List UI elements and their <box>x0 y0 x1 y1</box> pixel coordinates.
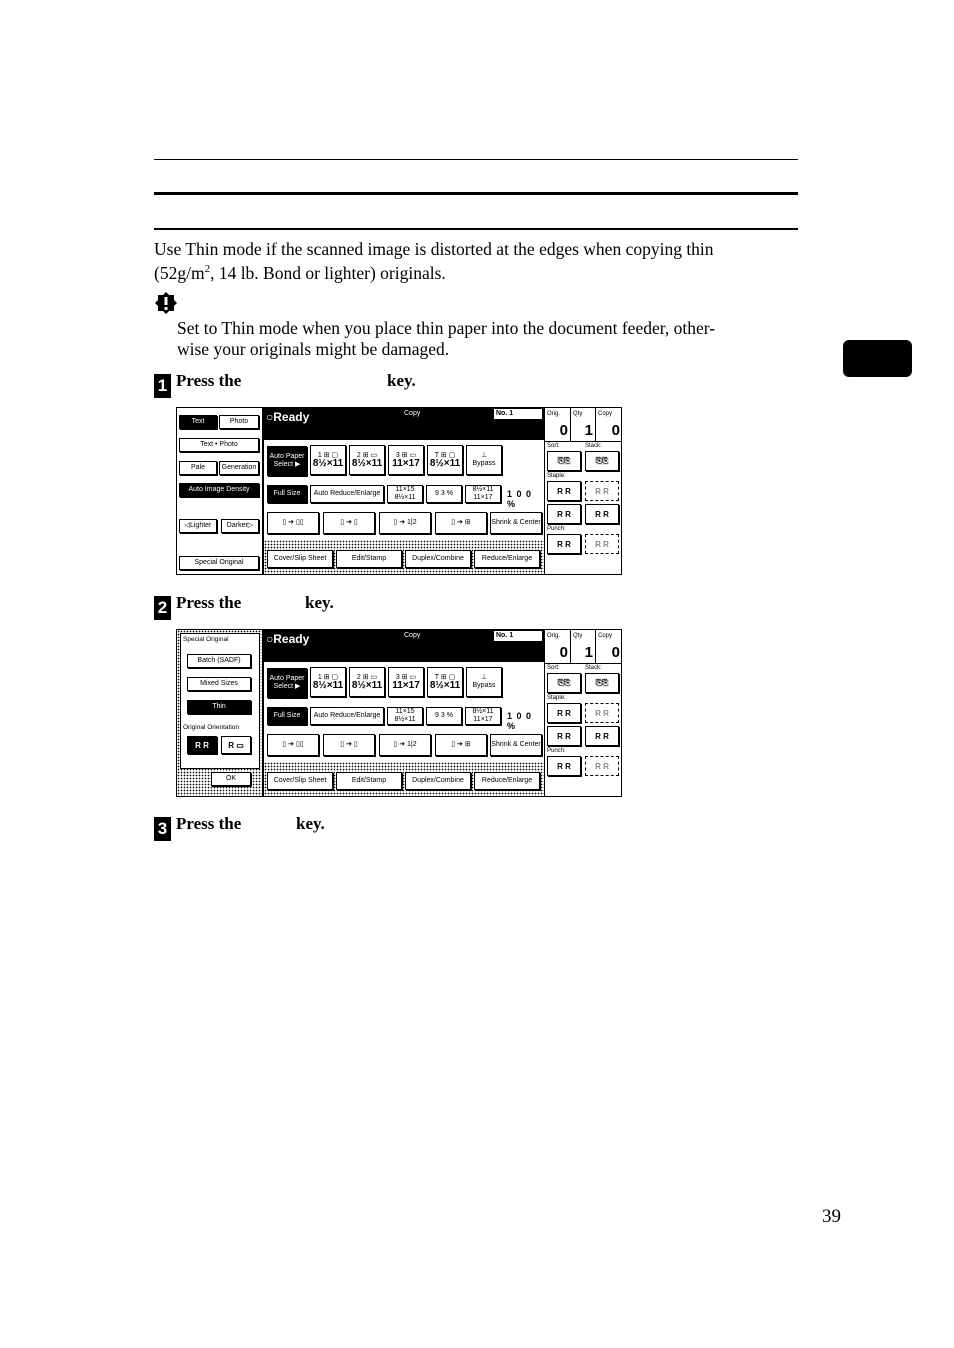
step-3-key-text: key. <box>296 814 325 833</box>
stack-button-2[interactable]: ⎘⎘ <box>585 673 619 693</box>
orientation-landscape-button[interactable]: R ▭ <box>221 736 251 754</box>
important-icon <box>155 292 177 314</box>
copier-panel-1 <box>176 407 622 575</box>
punch-1-button[interactable]: R R <box>547 534 581 554</box>
special-original-button[interactable]: Special Original <box>179 556 259 570</box>
copy-counter-2: Copy 0 <box>598 633 620 661</box>
combine-mode-1-button[interactable]: ▯ ➔ 1|2 <box>379 512 431 534</box>
auto-image-density-button[interactable]: Auto Image Density <box>179 483 259 497</box>
punch-2-button-2[interactable]: R R <box>585 756 619 776</box>
sort-label-2: Sort: <box>547 665 560 671</box>
step-1 <box>154 371 416 398</box>
qty-counter-2: Qty 1 <box>571 630 596 663</box>
staple-2-button[interactable]: R R <box>585 481 619 501</box>
tray-1-button[interactable]: 1 ⊞ ▢ 8½×11 <box>310 445 346 475</box>
combine-mode-2-button[interactable]: ▯ ➔ ⊞ <box>435 512 487 534</box>
step-2 <box>154 593 334 620</box>
punch-label: Punch: <box>547 526 566 532</box>
special-original-title: Special Original <box>183 636 229 643</box>
copier-panel-2 <box>176 629 622 797</box>
generation-button[interactable]: Generation <box>219 461 259 475</box>
tray-1-button-2[interactable]: 1 ⊞ ▢ 8½×11 <box>310 667 346 697</box>
orig-counter-2: Orig. 0 <box>545 630 571 663</box>
panel1-left <box>177 408 264 574</box>
auto-reduce-enlarge-button-2[interactable]: Auto Reduce/Enlarge <box>310 707 384 725</box>
step-2-key-text: key. <box>305 593 334 612</box>
panel1-right <box>544 408 622 574</box>
ready-status: ○Ready <box>266 410 310 424</box>
thin-button[interactable]: Thin <box>187 700 251 714</box>
original-orientation-label: Original Orientation <box>183 724 239 731</box>
edit-stamp-button-2[interactable]: Edit/Stamp <box>336 772 402 790</box>
staple-3-button[interactable]: R R <box>547 504 581 524</box>
tray-t-button-2[interactable]: T ⊞ ▢ 8½×11 <box>427 667 463 697</box>
orig-counter: Orig. 0 <box>545 408 571 441</box>
duplex-combine-button[interactable]: Duplex/Combine <box>405 550 471 568</box>
cover-slip-sheet-button[interactable]: Cover/Slip Sheet <box>267 550 333 568</box>
panel2-center <box>264 630 544 796</box>
stack-label-2: Stack: <box>585 665 602 671</box>
ready-status-2: ○Ready <box>266 632 310 646</box>
staple-2-button-2[interactable]: R R <box>585 703 619 723</box>
job-number-2: No. 1 <box>494 631 542 641</box>
step-3 <box>154 814 325 841</box>
lighter-button[interactable]: ◁Lighter <box>179 519 217 533</box>
edit-stamp-button[interactable]: Edit/Stamp <box>336 550 402 568</box>
text-photo-button[interactable]: Text • Photo <box>179 438 259 452</box>
panel1-center <box>264 408 544 574</box>
header-rule-thick <box>154 192 798 195</box>
percentage-display: 1 0 0 % <box>507 489 533 509</box>
combine-mode-1-button-2[interactable]: ▯ ➔ 1|2 <box>379 734 431 756</box>
step-2-text: Press the <box>176 593 242 612</box>
punch-label-2: Punch: <box>547 748 566 754</box>
sort-button[interactable]: ⎘⎘ <box>547 451 581 471</box>
status-bar <box>264 408 544 440</box>
ratio-8x11-button[interactable]: 8½×11 11×17 <box>465 485 501 503</box>
staple-label: Staple: <box>547 473 566 479</box>
tray-2-button[interactable]: 2 ⊞ ▭ 8½×11 <box>349 445 385 475</box>
darker-button[interactable]: Darker▷ <box>221 519 259 533</box>
duplex-mode-1-button[interactable]: ▯ ➔ ▯▯ <box>267 512 319 534</box>
header-rule-thin <box>154 159 798 160</box>
duplex-mode-1-button-2[interactable]: ▯ ➔ ▯▯ <box>267 734 319 756</box>
batch-sadf-button[interactable]: Batch (SADF) <box>187 654 251 668</box>
bypass-button-2[interactable]: ⊥ Bypass <box>466 667 502 697</box>
ratio-8x11-button-2[interactable]: 8½×11 11×17 <box>465 707 501 725</box>
auto-paper-select-button-2[interactable]: Auto Paper Select ▶ <box>267 668 307 698</box>
important-line2: wise your originals might be damaged. <box>177 339 450 359</box>
full-size-button[interactable]: Full Size <box>267 485 307 503</box>
stack-button[interactable]: ⎘⎘ <box>585 451 619 471</box>
intro-line2b: , 14 lb. Bond or lighter) originals. <box>210 262 446 283</box>
copy-counter: Copy 0 <box>598 411 620 439</box>
stack-label: Stack: <box>585 443 602 449</box>
punch-1-button-2[interactable]: R R <box>547 756 581 776</box>
auto-paper-select-button[interactable]: Auto Paper Select ▶ <box>267 446 307 476</box>
job-number: No. 1 <box>494 409 542 419</box>
sort-button-2[interactable]: ⎘⎘ <box>547 673 581 693</box>
intro-sup: 2 <box>204 263 211 275</box>
step-1-text: Press the <box>176 371 242 390</box>
full-size-button-2[interactable]: Full Size <box>267 707 307 725</box>
panel2-right <box>544 630 622 796</box>
ratio-11x15-button[interactable]: 11×15 8½×11 <box>387 485 423 503</box>
intro-line2a: (52g/m <box>154 262 205 283</box>
tray-2-button-2[interactable]: 2 ⊞ ▭ 8½×11 <box>349 667 385 697</box>
duplex-mode-2-button[interactable]: ▯ ➔ ▯ <box>323 512 375 534</box>
ratio-11x15-button-2[interactable]: 11×15 8½×11 <box>387 707 423 725</box>
step-number-1: 1 <box>154 374 171 398</box>
text-button[interactable]: Text <box>179 415 217 429</box>
tray-t-button[interactable]: T ⊞ ▢ 8½×11 <box>427 445 463 475</box>
combine-mode-2-button-2[interactable]: ▯ ➔ ⊞ <box>435 734 487 756</box>
ratio-93-button[interactable]: 9 3 % <box>426 485 462 503</box>
reduce-enlarge-button-2[interactable]: Reduce/Enlarge <box>474 772 540 790</box>
copy-label-2: Copy <box>404 632 421 639</box>
intro-line1: Use Thin mode if the scanned image is distorted at the edges when copying thin <box>154 239 714 259</box>
intro-paragraph <box>154 239 804 283</box>
sort-label: Sort: <box>547 443 560 449</box>
ok-button[interactable]: OK <box>211 772 251 786</box>
staple-4-button-2[interactable]: R R <box>585 726 619 746</box>
photo-button[interactable]: Photo <box>219 415 259 429</box>
header-rule-bottom <box>154 228 798 230</box>
step-1-key-text: key. <box>387 371 416 390</box>
staple-1-button[interactable]: R R <box>547 481 581 501</box>
copy-label: Copy <box>404 410 421 417</box>
staple-3-button-2[interactable]: R R <box>547 726 581 746</box>
step-number-2: 2 <box>154 596 171 620</box>
important-line1: Set to Thin mode when you place thin paper into the document feeder, other- <box>177 318 716 338</box>
duplex-combine-button-2[interactable]: Duplex/Combine <box>405 772 471 790</box>
shrink-center-button[interactable]: Shrink & Center <box>490 512 542 534</box>
important-note <box>177 318 802 360</box>
cover-slip-sheet-button-2[interactable]: Cover/Slip Sheet <box>267 772 333 790</box>
tray-3-button[interactable]: 3 ⊞ ▭ 11×17 <box>388 445 424 475</box>
tray-3-button-2[interactable]: 3 ⊞ ▭ 11×17 <box>388 667 424 697</box>
step-3-text: Press the <box>176 814 242 833</box>
shrink-center-button-2[interactable]: Shrink & Center <box>490 734 542 756</box>
chapter-tab <box>843 340 912 377</box>
orientation-portrait-button[interactable]: R R <box>187 736 217 754</box>
page-number: 39 <box>822 1206 841 1227</box>
staple-label-2: Staple: <box>547 695 566 701</box>
qty-counter: Qty 1 <box>571 408 596 441</box>
reduce-enlarge-button[interactable]: Reduce/Enlarge <box>474 550 540 568</box>
step-number-3: 3 <box>154 817 171 841</box>
mixed-sizes-button[interactable]: Mixed Sizes <box>187 677 251 691</box>
status-bar-2 <box>264 630 544 662</box>
ratio-93-button-2[interactable]: 9 3 % <box>426 707 462 725</box>
duplex-mode-2-button-2[interactable]: ▯ ➔ ▯ <box>323 734 375 756</box>
staple-1-button-2[interactable]: R R <box>547 703 581 723</box>
auto-reduce-enlarge-button[interactable]: Auto Reduce/Enlarge <box>310 485 384 503</box>
staple-4-button[interactable]: R R <box>585 504 619 524</box>
panel2-left <box>177 630 264 796</box>
pale-button[interactable]: Pale <box>179 461 217 475</box>
bypass-button[interactable]: ⊥ Bypass <box>466 445 502 475</box>
punch-2-button[interactable]: R R <box>585 534 619 554</box>
percentage-display-2: 1 0 0 % <box>507 711 533 731</box>
